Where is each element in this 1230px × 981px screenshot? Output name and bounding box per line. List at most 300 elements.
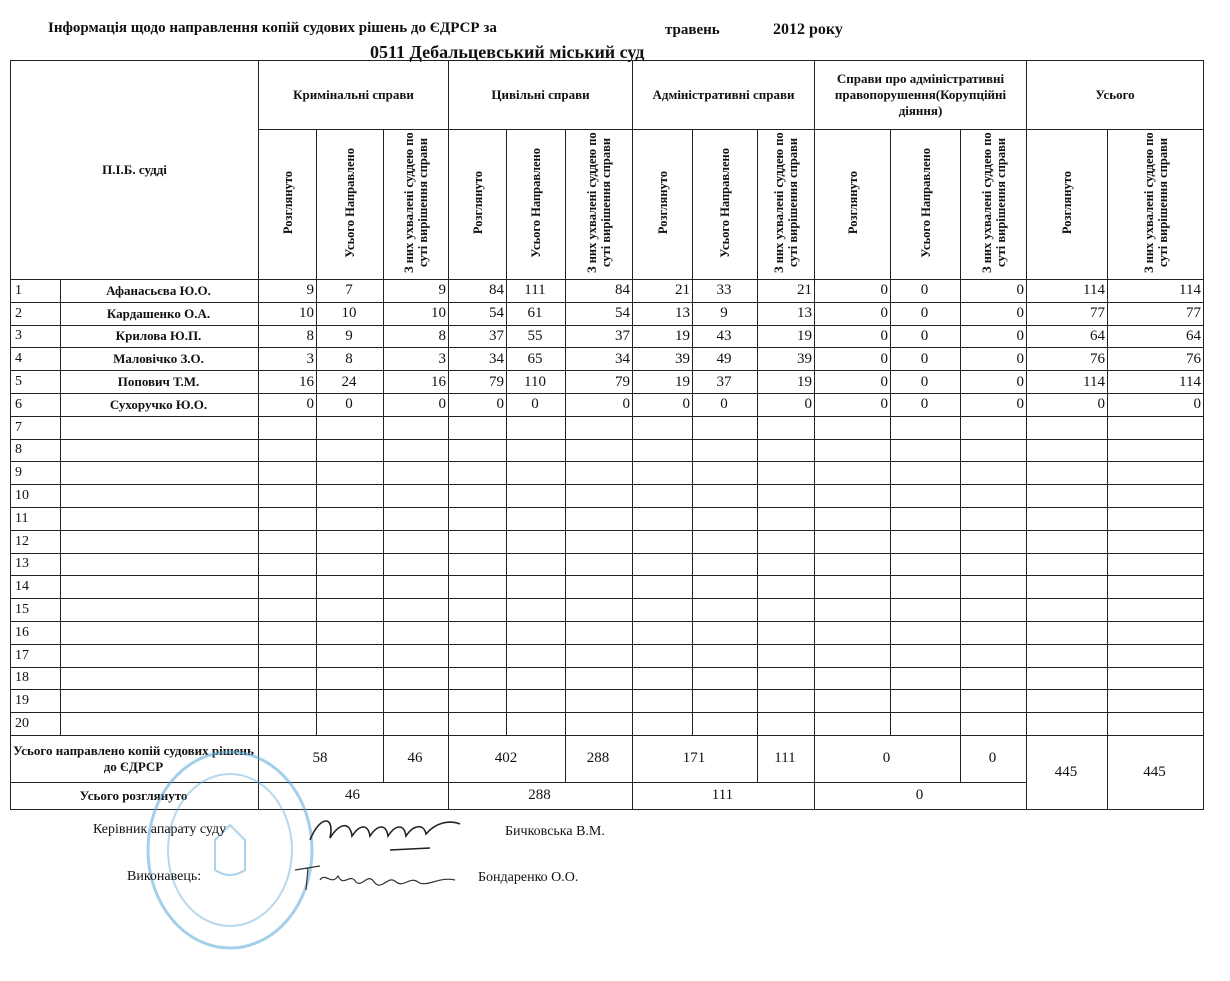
cell-value: 3: [259, 348, 317, 371]
subheader-label: З них ухвалені суддею по суті вирішення справи: [772, 132, 800, 273]
cell-value: [507, 667, 566, 690]
cell-value: [1108, 462, 1204, 485]
cell-value: [259, 507, 317, 530]
subheader-approved: [961, 130, 1027, 280]
table-row: [11, 462, 1204, 485]
subheader-label: З них ухвалені суддею по суті вирішення справи: [402, 132, 430, 273]
cell-value: [693, 507, 758, 530]
cell-value: [507, 439, 566, 462]
cell-value: [449, 576, 507, 599]
cell-value: 10: [384, 302, 449, 325]
subheader-label: Усього Направлено: [529, 147, 543, 258]
cell-value: [566, 576, 633, 599]
row-number: 19: [11, 690, 61, 713]
cell-value: 61: [507, 302, 566, 325]
cell-value: [961, 507, 1027, 530]
cell-value: [259, 530, 317, 553]
judge-name: [61, 576, 259, 599]
cell-value: [384, 621, 449, 644]
cell-value: [566, 621, 633, 644]
cell-value: [961, 439, 1027, 462]
cell-value: [259, 576, 317, 599]
cell-value: 0: [891, 280, 961, 303]
judge-name: [61, 599, 259, 622]
cell-value: 0: [815, 348, 891, 371]
cell-value: [449, 485, 507, 508]
cell-value: [384, 507, 449, 530]
table-row: [11, 325, 1204, 348]
cell-value: [693, 713, 758, 736]
cell-value: [693, 553, 758, 576]
row-number: 3: [11, 325, 61, 348]
cell-value: [758, 553, 815, 576]
cell-value: [1027, 713, 1108, 736]
cell-value: 0: [1108, 393, 1204, 416]
cell-value: 8: [384, 325, 449, 348]
judge-name: [61, 507, 259, 530]
cell-value: [961, 667, 1027, 690]
cell-value: [384, 667, 449, 690]
row-number: 12: [11, 530, 61, 553]
cell-value: 39: [633, 348, 693, 371]
cell-value: 19: [633, 325, 693, 348]
cell-value: [891, 667, 961, 690]
cell-value: [758, 530, 815, 553]
total-admin-sent: 171: [633, 735, 758, 782]
cell-value: [693, 690, 758, 713]
cell-value: [815, 439, 891, 462]
cell-value: 0: [961, 348, 1027, 371]
subheader-label: Усього Направлено: [718, 147, 732, 258]
cell-value: [758, 576, 815, 599]
cell-value: 79: [449, 371, 507, 394]
cell-value: 0: [449, 393, 507, 416]
cell-value: [1108, 485, 1204, 508]
cell-value: 76: [1108, 348, 1204, 371]
cell-value: 3: [384, 348, 449, 371]
cell-value: [317, 485, 384, 508]
cell-value: [633, 439, 693, 462]
cell-value: [259, 462, 317, 485]
row-number: 4: [11, 348, 61, 371]
cell-value: [384, 713, 449, 736]
cell-value: 77: [1108, 302, 1204, 325]
cell-value: 0: [317, 393, 384, 416]
cell-value: 19: [758, 325, 815, 348]
cell-value: [1027, 439, 1108, 462]
cell-value: [633, 507, 693, 530]
cell-value: 0: [815, 371, 891, 394]
cell-value: [633, 667, 693, 690]
cell-value: 0: [1027, 393, 1108, 416]
cell-value: 13: [758, 302, 815, 325]
judge-name: [61, 713, 259, 736]
totals-considered-label: Усього розглянуто: [11, 782, 259, 809]
cell-value: 49: [693, 348, 758, 371]
cell-value: [507, 530, 566, 553]
cell-value: [961, 690, 1027, 713]
cell-value: [317, 530, 384, 553]
cell-value: 0: [815, 280, 891, 303]
cell-value: [1027, 530, 1108, 553]
judge-name: [61, 690, 259, 713]
cell-value: 37: [449, 325, 507, 348]
total-criminal-approved: 46: [384, 735, 449, 782]
cell-value: 9: [384, 280, 449, 303]
cell-value: [758, 713, 815, 736]
cell-value: 79: [566, 371, 633, 394]
cell-value: 110: [507, 371, 566, 394]
totals-sent-label: Усього направлено копій судових рішень до ЄДРСР: [11, 735, 259, 782]
considered-civil: 288: [449, 782, 633, 809]
row-number: 20: [11, 713, 61, 736]
cell-value: [693, 576, 758, 599]
cell-value: [891, 462, 961, 485]
table-row: [11, 553, 1204, 576]
cell-value: [317, 507, 384, 530]
judge-name: [61, 416, 259, 439]
table-row: [11, 713, 1204, 736]
considered-admin: 111: [633, 782, 815, 809]
cell-value: [449, 690, 507, 713]
cell-value: 0: [891, 393, 961, 416]
cell-value: [693, 485, 758, 508]
cell-value: [449, 621, 507, 644]
subheader-approved: [566, 130, 633, 280]
cell-value: 0: [633, 393, 693, 416]
cell-value: 0: [384, 393, 449, 416]
cell-value: [1027, 553, 1108, 576]
cell-value: [815, 507, 891, 530]
report-year: 2012 року: [773, 21, 843, 38]
report-month: травень: [665, 22, 720, 38]
cell-value: 21: [633, 280, 693, 303]
cell-value: [449, 530, 507, 553]
cell-value: [566, 485, 633, 508]
table-row: [11, 621, 1204, 644]
cell-value: [259, 644, 317, 667]
row-number: 9: [11, 462, 61, 485]
cell-value: [961, 576, 1027, 599]
cell-value: 64: [1108, 325, 1204, 348]
cell-value: [1027, 644, 1108, 667]
cell-value: 76: [1027, 348, 1108, 371]
cell-value: [758, 485, 815, 508]
cell-value: [566, 530, 633, 553]
subheader-label: Розглянуто: [655, 170, 670, 235]
cell-value: [449, 599, 507, 622]
cell-value: [317, 576, 384, 599]
cell-value: [507, 462, 566, 485]
cell-value: [507, 485, 566, 508]
cell-value: [317, 599, 384, 622]
subheader-label: Розглянуто: [1060, 170, 1074, 235]
cell-value: [1108, 416, 1204, 439]
group-civil: Цивільні справи: [449, 61, 633, 130]
judge-column-header: П.І.Б. судді: [11, 61, 259, 280]
cell-value: [507, 416, 566, 439]
subheader-considered: [449, 130, 507, 280]
table-row: [11, 530, 1204, 553]
cell-value: [758, 462, 815, 485]
judge-name: [61, 530, 259, 553]
cell-value: [1027, 462, 1108, 485]
cell-value: 111: [507, 280, 566, 303]
cell-value: 114: [1027, 280, 1108, 303]
cell-value: [384, 485, 449, 508]
row-number: 18: [11, 667, 61, 690]
cell-value: [317, 416, 384, 439]
judge-name: Кардашенко О.А.: [61, 302, 259, 325]
cell-value: 0: [891, 371, 961, 394]
cell-value: [1108, 576, 1204, 599]
table-row: [11, 393, 1204, 416]
cell-value: [633, 599, 693, 622]
cell-value: [1108, 621, 1204, 644]
cell-value: [693, 439, 758, 462]
cell-value: [815, 530, 891, 553]
report-table: [10, 60, 1204, 810]
cell-value: [693, 462, 758, 485]
row-number: 10: [11, 485, 61, 508]
cell-value: [633, 690, 693, 713]
cell-value: [693, 530, 758, 553]
cell-value: [317, 667, 384, 690]
cell-value: 0: [815, 302, 891, 325]
subheader-label: З них ухвалені суддею по суті вирішення справи: [1141, 132, 1170, 273]
cell-value: [1108, 530, 1204, 553]
cell-value: 84: [449, 280, 507, 303]
cell-value: [891, 576, 961, 599]
cell-value: [961, 621, 1027, 644]
cell-value: [693, 644, 758, 667]
cell-value: [259, 621, 317, 644]
cell-value: [891, 599, 961, 622]
cell-value: [1108, 667, 1204, 690]
cell-value: [961, 485, 1027, 508]
cell-value: [633, 530, 693, 553]
cell-value: [891, 644, 961, 667]
cell-value: [507, 690, 566, 713]
cell-value: [384, 644, 449, 667]
cell-value: [1027, 621, 1108, 644]
table-row: [11, 371, 1204, 394]
cell-value: [384, 553, 449, 576]
cell-value: [566, 644, 633, 667]
table-row: [11, 439, 1204, 462]
cell-value: [815, 644, 891, 667]
cell-value: [815, 599, 891, 622]
cell-value: 33: [693, 280, 758, 303]
cell-value: [961, 599, 1027, 622]
head-name: Бичковська В.М.: [505, 824, 605, 839]
cell-value: [1027, 485, 1108, 508]
group-administrative: Адміністративні справи: [633, 61, 815, 130]
cell-value: [566, 599, 633, 622]
cell-value: 37: [566, 325, 633, 348]
cell-value: 34: [449, 348, 507, 371]
cell-value: 9: [259, 280, 317, 303]
cell-value: 19: [758, 371, 815, 394]
cell-value: [1027, 690, 1108, 713]
cell-value: 7: [317, 280, 384, 303]
cell-value: [1108, 644, 1204, 667]
subheader-label: Розглянуто: [280, 170, 295, 235]
cell-value: [1108, 599, 1204, 622]
cell-value: 10: [317, 302, 384, 325]
cell-value: [758, 599, 815, 622]
cell-value: [259, 599, 317, 622]
cell-value: [566, 667, 633, 690]
total-civil-approved: 288: [566, 735, 633, 782]
cell-value: [815, 713, 891, 736]
cell-value: 54: [449, 302, 507, 325]
subheader-label: Усього Направлено: [918, 147, 933, 258]
cell-value: 0: [693, 393, 758, 416]
subheader-sent: [317, 130, 384, 280]
cell-value: [384, 576, 449, 599]
cell-value: [317, 462, 384, 485]
cell-value: [633, 644, 693, 667]
cell-value: 39: [758, 348, 815, 371]
table-row: [11, 576, 1204, 599]
cell-value: [384, 599, 449, 622]
cell-value: [317, 439, 384, 462]
cell-value: [693, 621, 758, 644]
row-number: 14: [11, 576, 61, 599]
table-row: [11, 690, 1204, 713]
table-row: [11, 644, 1204, 667]
subheader-label: Розглянуто: [470, 170, 485, 235]
cell-value: [633, 485, 693, 508]
cell-value: [449, 439, 507, 462]
grand-total-approved: 445: [1108, 735, 1204, 809]
cell-value: [693, 416, 758, 439]
judge-name: [61, 485, 259, 508]
judge-name: Попович Т.М.: [61, 371, 259, 394]
cell-value: 43: [693, 325, 758, 348]
cell-value: [891, 621, 961, 644]
cell-value: 0: [961, 302, 1027, 325]
total-admin-approved: 111: [758, 735, 815, 782]
cell-value: 84: [566, 280, 633, 303]
subheader-approved: [384, 130, 449, 280]
cell-value: 0: [758, 393, 815, 416]
cell-value: 21: [758, 280, 815, 303]
table-row: [11, 485, 1204, 508]
cell-value: [758, 507, 815, 530]
row-number: 5: [11, 371, 61, 394]
row-number: 13: [11, 553, 61, 576]
cell-value: [317, 553, 384, 576]
cell-value: 114: [1108, 371, 1204, 394]
cell-value: [815, 485, 891, 508]
subheader-label: З них ухвалені суддею по суті вирішення справи: [585, 132, 613, 273]
cell-value: [507, 507, 566, 530]
cell-value: [633, 462, 693, 485]
subheader-considered: [259, 130, 317, 280]
cell-value: [961, 462, 1027, 485]
cell-value: [891, 439, 961, 462]
total-corr-approved: 0: [961, 735, 1027, 782]
head-signature: [290, 810, 480, 860]
cell-value: [1027, 507, 1108, 530]
cell-value: 0: [961, 280, 1027, 303]
cell-value: [259, 416, 317, 439]
cell-value: [815, 553, 891, 576]
subheader-approved: [1108, 130, 1204, 280]
considered-corr: 0: [815, 782, 1027, 809]
cell-value: 13: [633, 302, 693, 325]
executor-role: Виконавець:: [127, 869, 202, 884]
cell-value: [449, 553, 507, 576]
cell-value: [815, 621, 891, 644]
cell-value: [566, 439, 633, 462]
judge-name: [61, 553, 259, 576]
cell-value: [758, 439, 815, 462]
cell-value: 0: [961, 371, 1027, 394]
cell-value: [566, 507, 633, 530]
court-name: 0511 Дебальцевський міський суд: [370, 42, 645, 62]
row-number: 2: [11, 302, 61, 325]
cell-value: 0: [815, 325, 891, 348]
cell-value: [507, 621, 566, 644]
group-admin-offences: Справи про адміністративні правопорушення(Корупційні діяння): [815, 61, 1027, 130]
cell-value: [259, 690, 317, 713]
cell-value: [566, 553, 633, 576]
cell-value: [815, 690, 891, 713]
cell-value: 8: [259, 325, 317, 348]
cell-value: [566, 713, 633, 736]
executor-name: Бондаренко О.О.: [478, 870, 579, 885]
judge-name: Маловічко З.О.: [61, 348, 259, 371]
cell-value: [891, 713, 961, 736]
cell-value: [693, 667, 758, 690]
row-number: 11: [11, 507, 61, 530]
cell-value: [449, 507, 507, 530]
cell-value: [1027, 599, 1108, 622]
cell-value: 16: [259, 371, 317, 394]
cell-value: [566, 416, 633, 439]
grand-total-considered: 445: [1027, 735, 1108, 809]
cell-value: 77: [1027, 302, 1108, 325]
judge-name: Крилова Ю.П.: [61, 325, 259, 348]
executor-signature: [290, 858, 470, 898]
table-row: [11, 348, 1204, 371]
subheader-label: Усього Направлено: [343, 147, 357, 258]
subheader-sent: [507, 130, 566, 280]
cell-value: [507, 553, 566, 576]
cell-value: [891, 507, 961, 530]
cell-value: [961, 416, 1027, 439]
cell-value: 37: [693, 371, 758, 394]
row-number: 6: [11, 393, 61, 416]
subheader-sent: [693, 130, 758, 280]
cell-value: [384, 416, 449, 439]
cell-value: 0: [566, 393, 633, 416]
row-number: 7: [11, 416, 61, 439]
cell-value: [1108, 439, 1204, 462]
table-row: [11, 416, 1204, 439]
cell-value: [891, 416, 961, 439]
cell-value: [1027, 576, 1108, 599]
subheader-sent: [891, 130, 961, 280]
cell-value: [317, 644, 384, 667]
total-corr-sent: 0: [815, 735, 961, 782]
cell-value: [384, 530, 449, 553]
cell-value: [961, 644, 1027, 667]
cell-value: 8: [317, 348, 384, 371]
